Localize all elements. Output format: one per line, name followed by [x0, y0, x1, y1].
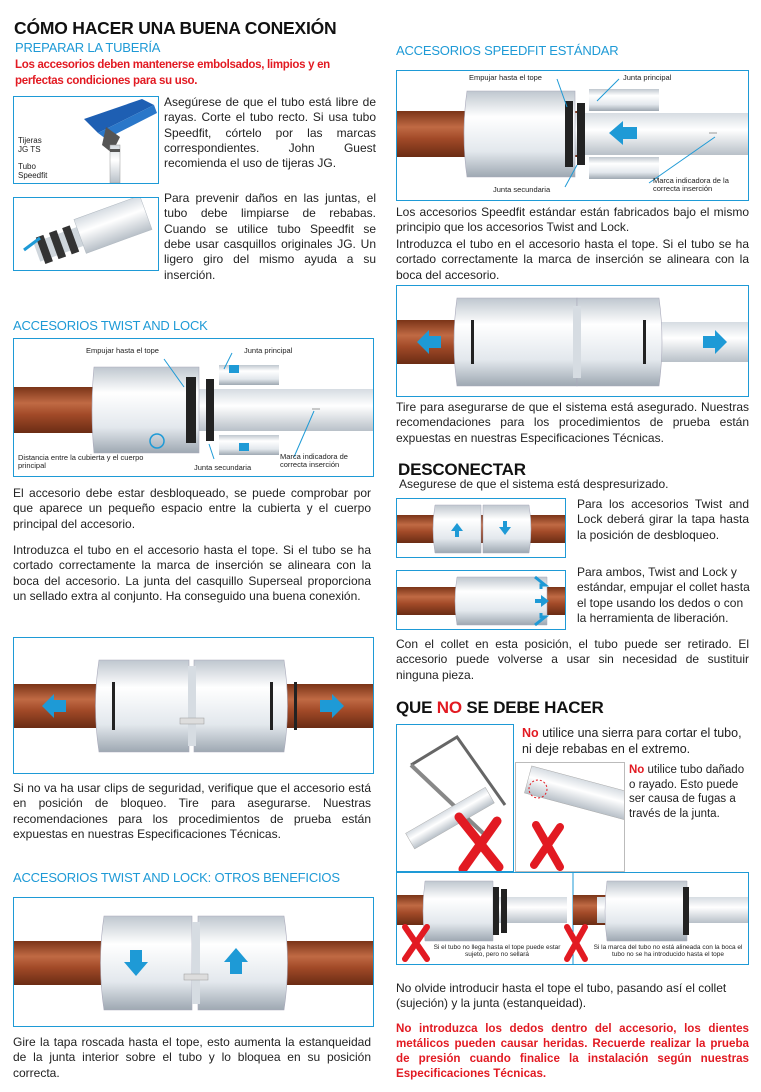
desconectar-para1: Para los accesorios Twist and Lock deberá girar la tapa hasta la posición de desbloqueo.	[577, 497, 749, 542]
rotate-fitting-icon	[14, 898, 374, 1027]
caption-right: Si la marca del tubo no está alineada con la boca el tubo no se ha introducido hasta el tope	[593, 944, 743, 959]
label-speedfit-empujar: Empujar hasta el tope	[469, 73, 542, 82]
label-tijeras: Tijeras JG TS	[18, 136, 42, 154]
desconectar-para3: Con el collet en esta posición, el tubo puede ser retirado. El accesorio puede volverse a usar sin necesidad de sustituir ninguna pieza.	[396, 637, 749, 682]
twist-heading: ACCESORIOS TWIST AND LOCK	[13, 318, 208, 333]
damaged-pipe-icon	[516, 763, 625, 872]
label-speedfit-marca: Marca indicadora de la correcta inserción	[653, 176, 729, 194]
label-speedfit-junta-principal: Junta principal	[623, 73, 672, 82]
desconectar-heading: DESCONECTAR	[398, 460, 526, 479]
otros-diagram	[13, 897, 374, 1027]
desconectar-para2: Para ambos, Twist and Lock y estándar, empujar el collet hasta el tope usando los dedos o con la herramienta de liberación.	[577, 565, 750, 626]
nohacer-para1: No olvide introducir hasta el tope el tubo, pasando así el collet (sujeción) y la junta (estanqueidad).	[396, 981, 727, 1011]
speedfit-heading: ACCESORIOS SPEEDFIT ESTÁNDAR	[396, 43, 619, 58]
speedfit-diagram	[396, 70, 749, 201]
disconnect-twist-diagram	[396, 498, 566, 558]
preparar-warning: Los accesorios deben mantenerse embolsados, limpios y en perfectas condiciones para su uso.	[15, 59, 330, 87]
label-tubo: Tubo Speedfit	[18, 162, 48, 180]
nohacer-danado: No utilice tubo dañado o rayado. Esto puede ser causa de fugas a través de la junta.	[629, 764, 745, 821]
nohacer-heading: QUE NO SE DEBE HACER	[396, 698, 604, 717]
speedfit-para3: Tire para asegurarse de que el sistema está asegurado. Nuestras recomendaciones para los procedimientos de prueba están expuestas en nuestras Especificaciones Técnicas.	[396, 400, 749, 445]
insertion-errors-diagram	[396, 872, 749, 965]
preparar-heading: PREPARAR LA TUBERÍA	[15, 40, 161, 55]
label-junta-principal: Junta principal	[244, 346, 293, 355]
twist-para1: El accesorio debe estar desbloqueado, se puede comprobar por que aparece un pequeño espacio entre la cubierta y el cuerpo principal del accesorio.	[13, 486, 371, 531]
preparar-para1: Asegúrese de que el tubo está libre de rayas. Corte el tubo recto. Si usa tubo Speedfit, córtelo por las marcas correspondientes. John Guest recomienda el uso de tijeras JG.	[164, 95, 376, 171]
speedfit-pull-diagram	[396, 285, 749, 397]
label-junta-secundaria: Junta secundaria	[194, 463, 252, 472]
otros-para: Gire la tapa roscada hasta el tope, esto aumenta la estanqueidad de la junta interior sobre el tubo y lo bloquea en su posición correcta.	[13, 1035, 371, 1080]
twist-diagram	[13, 338, 374, 477]
speedfit-para1: Los accesorios Speedfit estándar están fabricados bajo el mismo principio que los accesorios Twist and Lock.	[396, 205, 749, 235]
speedfit-pull-icon	[397, 286, 749, 397]
disconnect-push-diagram	[396, 570, 566, 630]
label-distancia: Distancia entre la cubierta y el cuerpo principal	[18, 453, 144, 471]
twist-locked-icon	[14, 638, 374, 774]
nohacer-warning: No introduzca los dedos dentro del accesorio, los dientes metálicos pueden causar heridas. Recuerde realizar la prueba de presión cuando finalice la instalación según nuestras Especificaciones Técnicas.	[396, 1022, 749, 1081]
twist-para3: Si no va ha usar clips de seguridad, verifique que el accesorio está en posición de bloqueo. Tire para asegurarse. Nuestras recomendaciones para los procedimientos de prueba están expuestas en nuestras Especificaciones Técnicas.	[13, 781, 371, 842]
disconnect-rotate-icon	[397, 499, 566, 558]
otros-heading: ACCESORIOS TWIST AND LOCK: OTROS BENEFICIOS	[13, 870, 340, 885]
label-empujar: Empujar hasta el tope	[86, 346, 159, 355]
preparar-para2: Para prevenir daños en las juntas, el tubo debe limpiarse de rebabas. Cuando se utilice tubo Speedfit se debe usar casquillos originales JG. Un ligero giro del mismo ayuda a su inserción.	[164, 191, 376, 282]
desconectar-sub: Asegurese de que el sistema está despresurizado.	[399, 477, 669, 491]
damaged-pipe-illustration	[515, 762, 625, 872]
cutter-illustration	[13, 96, 159, 184]
nohacer-sierra: No utilice una sierra para cortar el tubo, ni deje rebabas en el extremo.	[522, 726, 742, 756]
twist-para2: Introduzca el tubo en el accesorio hasta el tope. Si el tubo se ha cortado correctamente la marca de inserción se alineara con la boca del accesorio. La junta del casquillo Superseal proporciona un sellado extra al conjunto. Ha conseguido una buena conexión.	[13, 543, 371, 604]
speedfit-para2: Introduzca el tubo en el accesorio hasta el tope. Si el tubo se ha cortado correctamente la marca de inserción se alineara con la boca del accesorio.	[396, 237, 749, 282]
hacksaw-icon	[397, 725, 514, 872]
saw-illustration	[396, 724, 514, 872]
caption-left: Si el tubo no llega hasta el tope puede estar sujeto, pero no sellará	[433, 944, 561, 959]
insert-illustration	[13, 197, 159, 271]
twist-locked-diagram	[13, 637, 374, 774]
pipe-insert-icon	[14, 198, 159, 271]
page-title: CÓMO HACER UNA BUENA CONEXIÓN	[14, 18, 337, 38]
disconnect-push-icon	[397, 571, 566, 630]
label-speedfit-junta-secundaria: Junta secundaria	[493, 185, 551, 194]
label-marca: Marca indicadora de correcta inserción	[280, 452, 348, 470]
